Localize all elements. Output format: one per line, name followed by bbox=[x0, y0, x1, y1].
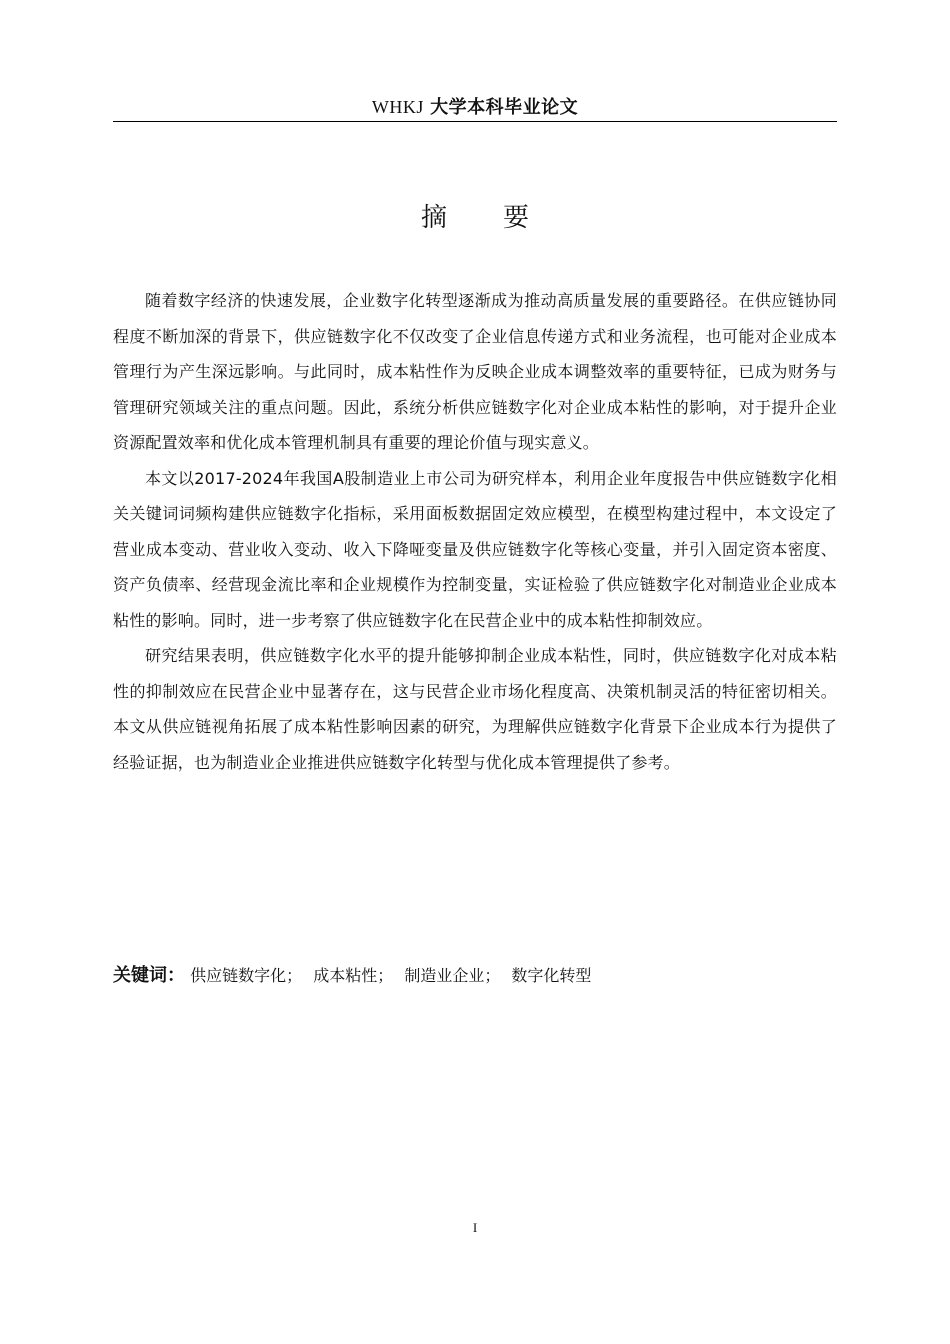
abstract-paragraph-3: 研究结果表明，供应链数字化水平的提升能够抑制企业成本粘性，同时，供应链数字化对成本粘性的抑制效应在民营企业中显著存在，这与民营企业市场化程度高、决策机制灵活的特征密切相关。本文从供应链视角拓展了成本粘性影响因素的研究，为理解供应链数字化背景下企业成本行为提供了经验证据，也为制造业企业推进供应链数字化转型与优化成本管理提供了参考。 bbox=[113, 646, 837, 772]
header-divider bbox=[113, 121, 837, 122]
abstract-body bbox=[113, 283, 837, 780]
abstract-paragraph-1: 随着数字经济的快速发展，企业数字化转型逐渐成为推动高质量发展的重要路径。在供应链协同程度不断加深的背景下，供应链数字化不仅改变了企业信息传递方式和业务流程，也可能对企业成本管理行为产生深远影响。与此同时，成本粘性作为反映企业成本调整效率的重要特征，已成为财务与管理研究领域关注的重点问题。因此，系统分析供应链数字化对企业成本粘性的影响，对于提升企业资源配置效率和优化成本管理机制具有重要的理论价值与现实意义。 bbox=[113, 291, 837, 452]
header-school-title: 大学本科毕业论文 bbox=[430, 97, 579, 118]
keyword-item: 制造业企业； bbox=[404, 966, 501, 985]
abstract-paragraph-2: 本文以2017-2024年我国A股制造业上市公司为研究样本，利用企业年度报告中供应链数字化相关关键词词频构建供应链数字化指标，采用面板数据固定效应模型，在模型构建过程中，本文设定了营业成本变动、营业收入变动、收入下降哑变量及供应链数字化等核心变量，并引入固定资本密度、资产负债率、经营现金流比率和企业规模作为控制变量，实证检验了供应链数字化对制造业企业成本粘性的影响。同时，进一步考察了供应链数字化在民营企业中的成本粘性抑制效应。 bbox=[113, 468, 837, 630]
header-school-code: WHKJ bbox=[371, 97, 424, 117]
keyword-item: 数字化转型 bbox=[511, 966, 592, 985]
page-title: 摘要 bbox=[420, 203, 585, 233]
page-header bbox=[113, 92, 837, 122]
keyword-item: 供应链数字化； bbox=[190, 966, 303, 985]
page-number: I bbox=[472, 1220, 478, 1235]
keywords-label: 关键词： bbox=[113, 965, 185, 986]
keywords-line bbox=[113, 960, 837, 992]
keyword-item: 成本粘性； bbox=[313, 966, 394, 985]
